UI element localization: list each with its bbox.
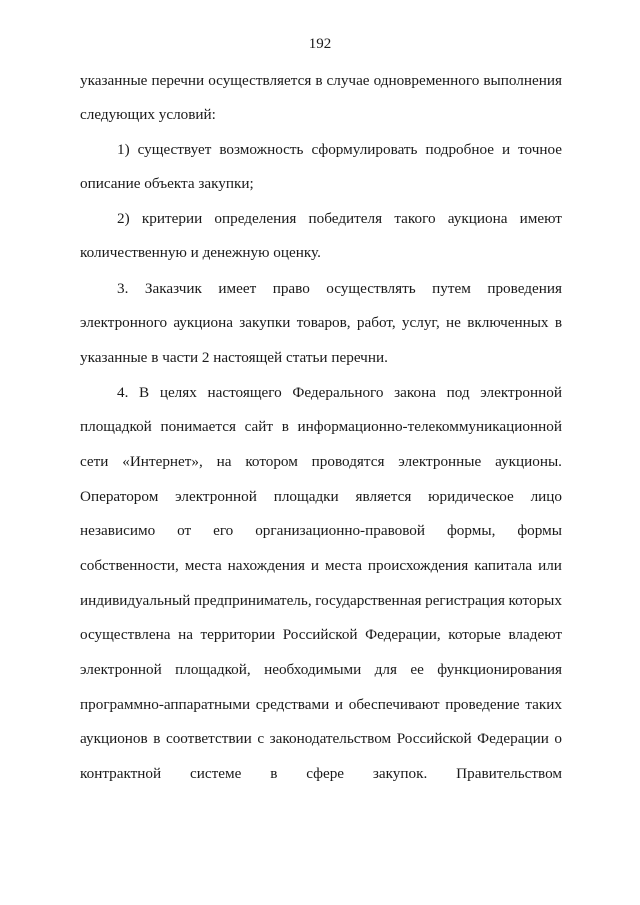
- word: проводятся: [311, 453, 385, 470]
- word: соответствии: [165, 730, 252, 747]
- word: которые: [448, 626, 501, 643]
- word: необходимыми: [264, 661, 362, 678]
- word: и: [310, 557, 320, 574]
- word: Оператором: [80, 488, 159, 505]
- word: сайт: [244, 418, 274, 435]
- word: регистрация: [425, 592, 505, 609]
- word: 1): [117, 141, 130, 158]
- text-line: [80, 522, 562, 540]
- text-line: [80, 696, 562, 714]
- word: на: [216, 453, 232, 470]
- word: в: [554, 314, 562, 331]
- word: В: [139, 384, 150, 401]
- page-number: 192: [308, 36, 332, 52]
- word: настоящего: [207, 384, 282, 401]
- text-line: [80, 418, 562, 436]
- word: юридическое: [428, 488, 514, 505]
- word: одновременного: [373, 72, 480, 89]
- word: Федерации,: [365, 626, 441, 643]
- word: площадкой: [80, 418, 152, 435]
- word: в: [153, 730, 161, 747]
- word: информационно-телекоммуникационной: [297, 418, 562, 435]
- word: осуществлена: [80, 626, 171, 643]
- word: целях: [159, 384, 197, 401]
- word: закона: [394, 384, 436, 401]
- word: функционирования: [437, 661, 562, 678]
- word: аукциона: [447, 210, 508, 227]
- word: Заказчик: [144, 280, 202, 297]
- word: электронной: [175, 488, 257, 505]
- word: товаров,: [296, 314, 351, 331]
- word: предприниматель,: [193, 592, 312, 609]
- word: такого: [394, 210, 436, 227]
- word: аукциона: [173, 314, 233, 331]
- word: 4.: [117, 384, 129, 401]
- text-line: [80, 314, 562, 332]
- word: имеют: [519, 210, 562, 227]
- word: критерии: [141, 210, 203, 227]
- word: котором: [245, 453, 298, 470]
- word: случае: [326, 72, 370, 89]
- word: происхождения: [367, 557, 469, 574]
- word: собственности,: [80, 557, 179, 574]
- word: проведения: [487, 280, 562, 297]
- word: площадки: [273, 488, 339, 505]
- text-line: [117, 210, 562, 228]
- word: сети: [80, 453, 109, 470]
- word: работ,: [356, 314, 396, 331]
- word: закупок.: [372, 765, 428, 782]
- word: формы,: [446, 522, 496, 539]
- word: осуществлять: [326, 280, 416, 297]
- word: электронной: [480, 384, 562, 401]
- word: включенных: [467, 314, 549, 331]
- word: которых: [508, 592, 562, 609]
- word: сфере: [306, 765, 345, 782]
- word: в: [270, 765, 278, 782]
- word: Федерального: [292, 384, 384, 401]
- word: независимо: [80, 522, 156, 539]
- word: на: [178, 626, 193, 643]
- text-line: [80, 730, 562, 748]
- word: подробное: [425, 141, 495, 158]
- word: Российской: [282, 626, 358, 643]
- word: выполнения: [483, 72, 562, 89]
- word: для: [374, 661, 397, 678]
- word: «Интернет»,: [122, 453, 203, 470]
- text-line: [80, 453, 562, 471]
- word: существует: [137, 141, 212, 158]
- word: 3.: [117, 280, 129, 297]
- word: государственная: [315, 592, 422, 609]
- word: лицо: [530, 488, 562, 505]
- text-line: [80, 626, 562, 644]
- word: сформулировать: [311, 141, 418, 158]
- word: организационно-правовой: [255, 522, 426, 539]
- word: в: [315, 72, 323, 89]
- word: под: [446, 384, 470, 401]
- word: закупки: [239, 314, 291, 331]
- word: в: [281, 418, 289, 435]
- word: капитала: [474, 557, 533, 574]
- word: законодательством: [269, 730, 392, 747]
- word: о: [554, 730, 562, 747]
- word: Российской: [396, 730, 472, 747]
- text-line: [80, 661, 562, 679]
- word: электронной: [80, 661, 162, 678]
- word: является: [355, 488, 412, 505]
- word: от: [177, 522, 192, 539]
- text-line: [117, 280, 562, 298]
- word: площадкой,: [175, 661, 251, 678]
- word: точное: [518, 141, 562, 158]
- word: электронные: [398, 453, 482, 470]
- word: и: [501, 141, 511, 158]
- word: ее: [410, 661, 424, 678]
- word: победителя: [308, 210, 383, 227]
- text-line: указанные в части 2 настоящей статьи перечни.: [80, 349, 388, 366]
- word: владеют: [508, 626, 562, 643]
- word: аукционов: [80, 730, 148, 747]
- word: средствами: [255, 696, 330, 713]
- word: указанные: [80, 72, 148, 89]
- text-line: [80, 488, 562, 506]
- word: электронного: [80, 314, 168, 331]
- word: таких: [525, 696, 562, 713]
- word: контрактной: [80, 765, 162, 782]
- word: его: [213, 522, 234, 539]
- word: имеет: [218, 280, 257, 297]
- word: понимается: [160, 418, 236, 435]
- word: обеспечивают: [348, 696, 440, 713]
- word: возможность: [219, 141, 304, 158]
- word: услуг,: [401, 314, 440, 331]
- word: нахождения: [227, 557, 305, 574]
- word: путем: [432, 280, 471, 297]
- word: перечни: [151, 72, 205, 89]
- word: осуществляется: [208, 72, 312, 89]
- text-line: [80, 592, 562, 610]
- text-line: количественную и денежную оценку.: [80, 244, 321, 261]
- text-line: [80, 557, 562, 575]
- word: Правительством: [456, 765, 562, 782]
- word: Федерации: [477, 730, 549, 747]
- word: право: [272, 280, 310, 297]
- word: программно-аппаратными: [80, 696, 251, 713]
- word: или: [538, 557, 562, 574]
- text-line: [117, 141, 562, 159]
- text-line: [80, 765, 562, 783]
- word: места: [184, 557, 222, 574]
- text-line: [80, 72, 562, 90]
- word: с: [257, 730, 265, 747]
- text-line: следующих условий:: [80, 106, 216, 123]
- word: определения: [214, 210, 297, 227]
- word: проведение: [445, 696, 520, 713]
- text-line: [117, 384, 562, 402]
- word: 2): [117, 210, 130, 227]
- word: территории: [200, 626, 276, 643]
- word: аукционы.: [495, 453, 562, 470]
- word: места: [324, 557, 362, 574]
- word: и: [334, 696, 344, 713]
- word: формы: [517, 522, 562, 539]
- word: системе: [190, 765, 242, 782]
- word: индивидуальный: [80, 592, 191, 609]
- text-line: описание объекта закупки;: [80, 175, 254, 192]
- word: не: [446, 314, 461, 331]
